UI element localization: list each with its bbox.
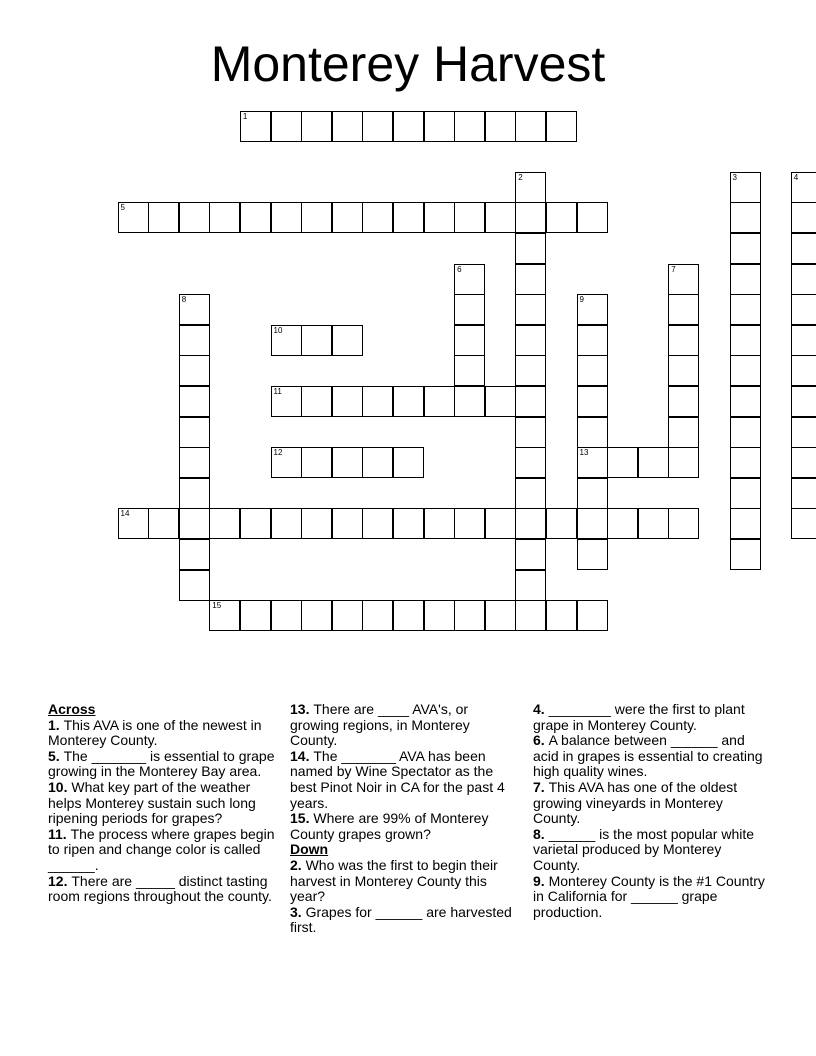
grid-cell[interactable]	[271, 447, 302, 478]
clues-column-2	[290, 702, 518, 936]
grid-cell[interactable]	[638, 447, 669, 478]
grid-cell[interactable]	[454, 600, 485, 631]
grid-cell[interactable]	[362, 447, 393, 478]
grid-cell[interactable]	[730, 172, 761, 203]
grid-cell[interactable]	[393, 600, 424, 631]
grid-cell[interactable]	[668, 447, 699, 478]
grid-cell[interactable]	[332, 508, 363, 539]
grid-cell[interactable]	[179, 386, 210, 417]
grid-cell[interactable]	[485, 202, 516, 233]
clue-number: 11	[273, 386, 282, 396]
clue: 4. ________ were the first to plant grape in Monterey County.	[533, 701, 745, 733]
grid-cell[interactable]	[454, 111, 485, 142]
grid-cell[interactable]	[730, 478, 761, 509]
grid-cell[interactable]	[791, 264, 816, 295]
clue-heading: Across	[48, 701, 96, 717]
grid-cell[interactable]	[546, 508, 577, 539]
grid-cell[interactable]	[668, 386, 699, 417]
grid-cell[interactable]	[362, 386, 393, 417]
clue: 5. The _______ is essential to grape growing in the Monterey Bay area.	[48, 747, 275, 780]
grid-cell[interactable]	[791, 386, 816, 417]
grid-cell[interactable]	[485, 386, 516, 417]
grid-cell[interactable]	[424, 111, 455, 142]
grid-cell[interactable]	[332, 325, 363, 356]
grid-cell[interactable]	[577, 478, 608, 509]
clues-column-3	[533, 702, 769, 920]
grid-cell[interactable]	[179, 570, 210, 601]
grid-cell[interactable]	[301, 508, 332, 539]
clue: 9. Monterey County is the #1 Country in California for ______ grape production.	[533, 872, 765, 920]
grid-cell[interactable]	[454, 386, 485, 417]
clue-number: 6	[457, 264, 462, 274]
grid-cell[interactable]	[730, 355, 761, 386]
grid-cell[interactable]	[240, 111, 271, 142]
grid-cell[interactable]	[454, 355, 485, 386]
grid-cell[interactable]	[485, 508, 516, 539]
grid-cell[interactable]	[577, 539, 608, 570]
grid-cell[interactable]	[730, 386, 761, 417]
clue: 14. The _______ AVA has been named by Wine Spectator as the best Pinot Noir in CA for the past 4 years.	[290, 747, 505, 811]
grid-cell[interactable]	[791, 294, 816, 325]
grid-cell[interactable]	[393, 111, 424, 142]
grid-cell[interactable]	[577, 325, 608, 356]
clue-number: 8	[181, 295, 187, 305]
clue-number: 1	[242, 111, 248, 121]
grid-cell[interactable]	[791, 202, 816, 233]
grid-cell[interactable]	[301, 600, 332, 631]
grid-cell[interactable]	[668, 355, 699, 386]
grid-cell[interactable]	[301, 386, 332, 417]
grid-cell[interactable]	[730, 325, 761, 356]
grid-cell[interactable]	[515, 202, 546, 233]
grid-cell[interactable]	[179, 539, 210, 570]
grid-cell[interactable]	[271, 508, 302, 539]
clue: 7. This AVA has one of the oldest growing vineyards in Monterey County.	[533, 778, 738, 827]
grid-cell[interactable]	[791, 325, 816, 356]
clue-number: 12	[273, 448, 283, 458]
grid-cell[interactable]	[485, 600, 516, 631]
grid-cell[interactable]	[424, 202, 455, 233]
grid-cell[interactable]	[454, 325, 485, 356]
grid-cell[interactable]	[668, 325, 699, 356]
clue: 10. What key part of the weather helps Monterey sustain such long ripening periods for grapes?	[48, 778, 256, 827]
grid-cell[interactable]	[791, 417, 816, 448]
grid-cell[interactable]	[393, 447, 424, 478]
grid-cell[interactable]	[791, 478, 816, 509]
grid-cell[interactable]	[332, 447, 363, 478]
grid-cell[interactable]	[730, 202, 761, 233]
grid-cell[interactable]	[424, 600, 455, 631]
grid-cell[interactable]	[791, 508, 816, 539]
grid-cell[interactable]	[362, 111, 393, 142]
grid-cell[interactable]	[148, 202, 179, 233]
grid-cell[interactable]	[515, 570, 546, 601]
grid-cell[interactable]	[607, 447, 638, 478]
grid-cell[interactable]	[668, 264, 699, 295]
clue-heading: Down	[290, 841, 329, 858]
grid-cell[interactable]	[577, 447, 608, 478]
grid-cell[interactable]	[668, 417, 699, 448]
grid-cell[interactable]	[179, 478, 210, 509]
grid-cell[interactable]	[638, 508, 669, 539]
grid-cell[interactable]	[515, 508, 546, 539]
grid-cell[interactable]	[271, 600, 302, 631]
clue: 8. ______ is the most popular white varietal produced by Monterey County.	[533, 825, 755, 873]
grid-cell[interactable]	[393, 202, 424, 233]
grid-cell[interactable]	[515, 172, 546, 203]
grid-cell[interactable]	[179, 447, 210, 478]
grid-cell[interactable]	[179, 294, 210, 325]
grid-cell[interactable]	[730, 264, 761, 295]
grid-cell[interactable]	[362, 600, 393, 631]
clue: 6. A balance between ______ and acid in grapes is essential to creating high quality wines.	[533, 732, 763, 780]
grid-cell[interactable]	[209, 202, 240, 233]
clues-column-1	[48, 702, 276, 905]
grid-cell[interactable]	[791, 172, 816, 203]
grid-cell[interactable]	[515, 111, 546, 142]
grid-cell[interactable]	[362, 202, 393, 233]
grid-cell[interactable]	[393, 386, 424, 417]
grid-cell[interactable]	[179, 417, 210, 448]
grid-cell[interactable]	[577, 417, 608, 448]
grid-cell[interactable]	[546, 202, 577, 233]
grid-cell[interactable]	[515, 294, 546, 325]
clue-number: 14	[120, 509, 130, 519]
grid-cell[interactable]	[577, 508, 608, 539]
clue-number: 13	[579, 448, 589, 458]
grid-cell[interactable]	[271, 386, 302, 417]
grid-cell[interactable]	[515, 355, 546, 386]
clue-number: 9	[579, 295, 584, 305]
grid-cell[interactable]	[179, 508, 210, 539]
grid-cell[interactable]	[515, 233, 546, 264]
grid-cell[interactable]	[515, 417, 546, 448]
grid-cell[interactable]	[240, 202, 271, 233]
grid-cell[interactable]	[515, 600, 546, 631]
grid-cell[interactable]	[332, 386, 363, 417]
grid-cell[interactable]	[332, 202, 363, 233]
grid-cell[interactable]	[515, 386, 546, 417]
grid-cell[interactable]	[332, 111, 363, 142]
clue-number: 7	[671, 264, 676, 274]
grid-cell[interactable]	[546, 111, 577, 142]
grid-cell[interactable]	[607, 508, 638, 539]
grid-cell[interactable]	[485, 111, 516, 142]
grid-cell[interactable]	[577, 600, 608, 631]
grid-cell[interactable]	[791, 447, 816, 478]
grid-cell[interactable]	[301, 325, 332, 356]
grid-cell[interactable]	[301, 202, 332, 233]
grid-cell[interactable]	[240, 508, 271, 539]
grid-cell[interactable]	[730, 417, 761, 448]
grid-cell[interactable]	[393, 508, 424, 539]
grid-cell[interactable]	[209, 508, 240, 539]
grid-cell[interactable]	[454, 264, 485, 295]
grid-cell[interactable]	[454, 294, 485, 325]
clue: 2. Who was the first to begin their harvest in Monterey County this year?	[290, 856, 498, 905]
grid-cell[interactable]	[515, 447, 546, 478]
grid-cell[interactable]	[271, 111, 302, 142]
clue: 3. Grapes for ______ are harvested first.	[290, 903, 512, 936]
grid-cell[interactable]	[577, 355, 608, 386]
puzzle-title: Monterey Harvest	[210, 36, 606, 92]
clue: 12. There are _____ distinct tasting room regions throughout the county.	[48, 872, 272, 905]
grid-cell[interactable]	[301, 111, 332, 142]
grid-cell[interactable]	[730, 539, 761, 570]
grid-cell[interactable]	[209, 600, 240, 631]
grid-cell[interactable]	[730, 508, 761, 539]
grid-cell[interactable]	[515, 264, 546, 295]
grid-cell[interactable]	[454, 202, 485, 233]
grid-cell[interactable]	[791, 355, 816, 386]
clue-number: 2	[518, 172, 523, 182]
grid-cell[interactable]	[791, 233, 816, 264]
grid-cell[interactable]	[424, 508, 455, 539]
grid-cell[interactable]	[240, 600, 271, 631]
grid-cell[interactable]	[730, 294, 761, 325]
clue: 11. The process where grapes begin to ripen and change color is called ______.	[48, 825, 275, 873]
grid-cell[interactable]	[179, 355, 210, 386]
grid-cell[interactable]	[301, 447, 332, 478]
grid-cell[interactable]	[362, 508, 393, 539]
clue: 1. This AVA is one of the newest in Monterey County.	[48, 716, 262, 749]
clue-number: 4	[793, 172, 799, 182]
grid-cell[interactable]	[577, 386, 608, 417]
grid-cell[interactable]	[515, 539, 546, 570]
grid-cell[interactable]	[118, 508, 149, 539]
clue: 13. There are ____ AVA's, or growing regions, in Monterey County.	[290, 701, 470, 749]
grid-cell[interactable]	[515, 325, 546, 356]
grid-cell[interactable]	[424, 386, 455, 417]
grid-cell[interactable]	[546, 600, 577, 631]
grid-cell[interactable]	[118, 202, 149, 233]
grid-cell[interactable]	[668, 508, 699, 539]
grid-cell[interactable]	[668, 294, 699, 325]
clue-number: 3	[732, 172, 737, 182]
grid-cell[interactable]	[179, 202, 210, 233]
grid-cell[interactable]	[179, 325, 210, 356]
clue: 15. Where are 99% of Monterey County grapes grown?	[290, 810, 489, 842]
grid-cell[interactable]	[271, 202, 302, 233]
grid-cell[interactable]	[454, 508, 485, 539]
grid-cell[interactable]	[577, 294, 608, 325]
clue-number: 10	[273, 325, 283, 335]
grid-cell[interactable]	[332, 600, 363, 631]
grid-cell[interactable]	[515, 478, 546, 509]
grid-cell[interactable]	[730, 447, 761, 478]
grid-cell[interactable]	[148, 508, 179, 539]
grid-cell[interactable]	[271, 325, 302, 356]
grid-cell[interactable]	[577, 202, 608, 233]
clue-number: 15	[212, 601, 222, 611]
grid-cell[interactable]	[730, 233, 761, 264]
clue-number: 5	[120, 203, 125, 213]
